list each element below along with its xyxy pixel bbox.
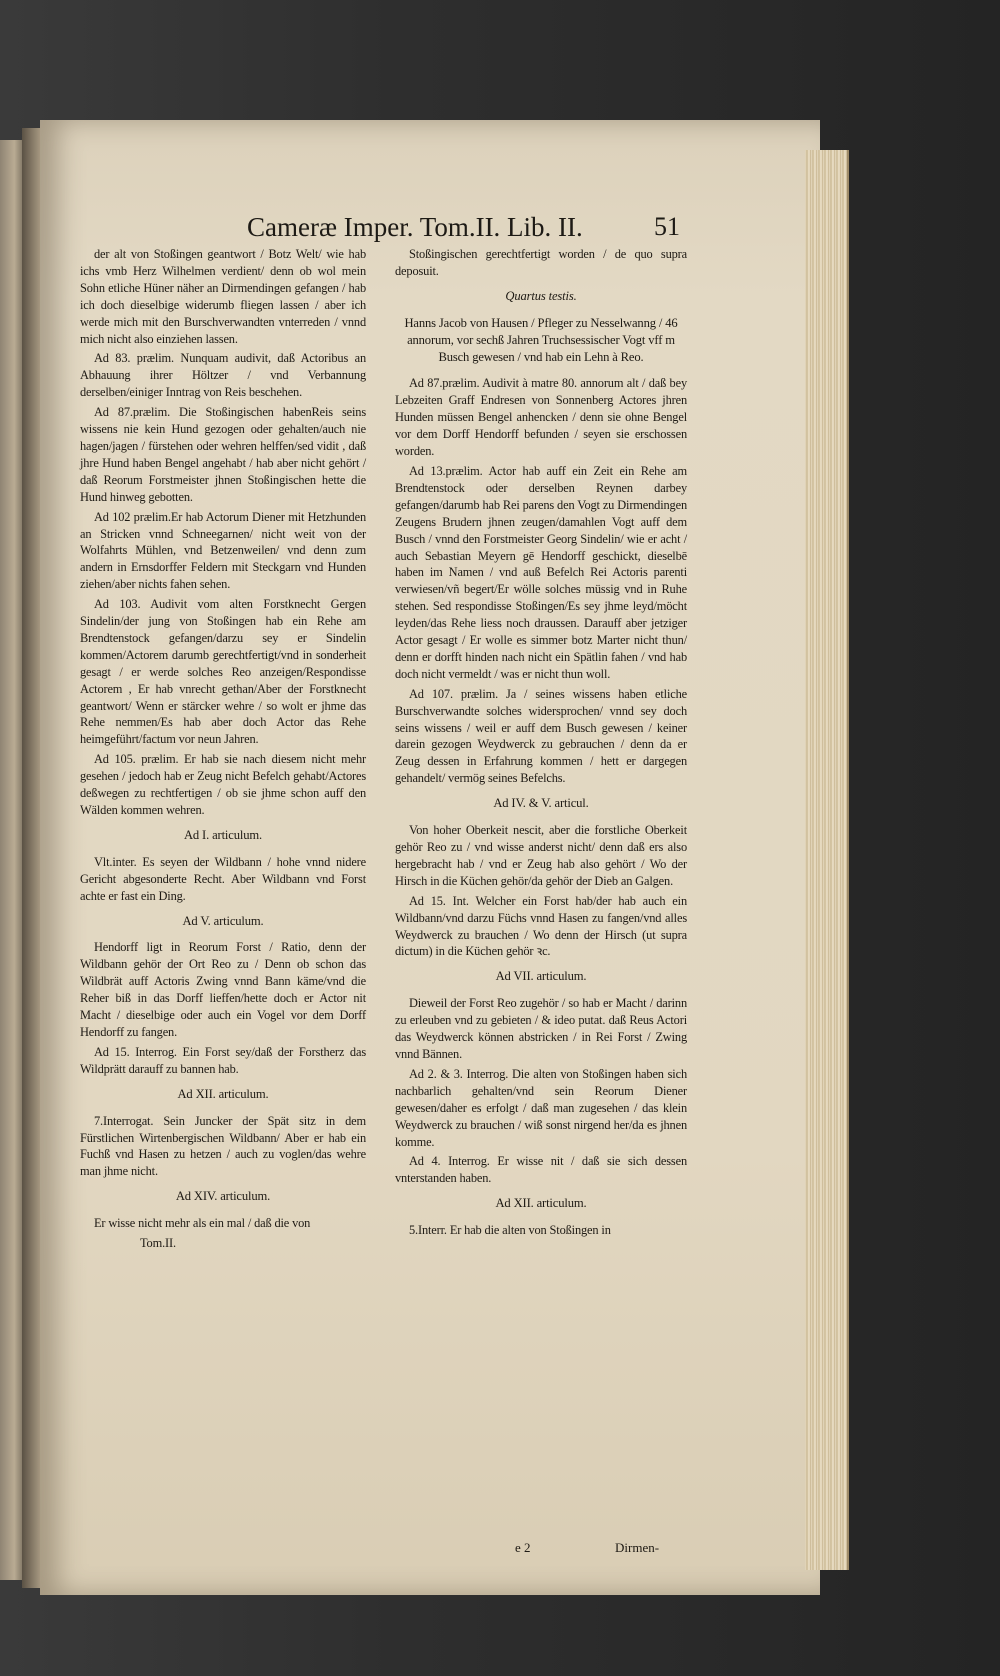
text-paragraph: Hendorff ligt in Reorum Forst / Ratio, denn der Wildbann gehör der Ort Reo zu / Denn ob schon das Wildbrät auff Actoris Zwing vnnd Bann käme/vnd die Reher biß in das Dorff lieffen/hette doch er Actor nit Macht / dieselbige oder auch ein Vogel vor dem Dorff Hendorff zu fangen. xyxy=(80,940,366,1039)
left-text-column xyxy=(80,246,366,1255)
section-heading: Ad XII. articulum. xyxy=(495,1196,587,1211)
text-paragraph: Ad 13.prælim. Actor hab auff ein Zeit ein Rehe am Brendtenstock oder derselben Reynen darbey gefangen/darumb hab Rei parens den Vogt zu Dirmendingen Zeugens Brudern jhnen zeugen/damahlen Vogt auff dem Busch / vnnd den Forstmeister Georg Sindelin/ wie er acht / auch Sebastian Meyern gē Hendorff geschickt, dieselbē haben im Namen / vnd auß Befelch Rei Actoris parenti verwiesen/vñ begert/Er wölle solches müssig vnd in Ruhe stehen. Sed respondisse Stoßingen/Es sey jhme leyd/möcht leyden/das Rehe liess noch draussen. Darauff aber jetziger Actor gesagt / Er wolle es simmer botz Marter nicht thun/ denn er dorfft hinden nach nicht ein Spätlin fahen / vnd hab doch nicht vermeldt / was er nicht thun woll. xyxy=(395,463,687,681)
text-paragraph: der alt von Stoßingen geantwort / Botz Welt/ wie hab ichs vmb Herz Wilhelmen verdient/ denn ob wol mein Sohn etliche Hüner näher an Dirmendingen gefangen / hab ich doch dieselbige widerumb fliegen lassen / aber ich werde mich mit den Burschverwandten vnterreden / vnnd mich nicht also einziehen lassen. xyxy=(80,247,366,346)
text-paragraph: Ad 105. prælim. Er hab sie nach diesem nicht mehr gesehen / jedoch hab er Zeug nicht Befelch gehabt/Actores deßwegen zu rechtfertigen / ob sie jhme schon auff den Wälden kommen wehren. xyxy=(80,752,366,817)
text-paragraph: Ad 2. & 3. Interrog. Die alten von Stoßingen haben sich nachbarlich gehalten/vnd sein Reorum Diener gewesen/daher es erfolgt / daß man zugesehen / das klein Weydwerck zu brauchen / wiß sonst nirgend her/da es jhnen komme. xyxy=(395,1066,687,1149)
text-paragraph: Vlt.inter. Es seyen der Wildbann / hohe vnnd nidere Gericht abgesonderte Recht. Aber Wildbann vnd Forst achte er fast ein Ding. xyxy=(80,854,366,903)
text-paragraph: Von hoher Oberkeit nescit, aber die forstliche Oberkeit gehör Reo zu / vnd wisse anderst nicht/ denn daß ers also hergebracht hab / vnd er Zeug hab also gehört / Wo der Hirsch in die Küchen gehör/da gehör der Dieb an Galgen. xyxy=(395,823,687,888)
text-paragraph: Ad 102 prælim.Er hab Actorum Diener mit Hetzhunden an Stricken vnnd Schneegarnen/ nicht weit von der Wolfahrts Mühlen, vnd Betzenweilen/ vnd denn zum andern in Ernsdorffer Feldern mit Steckgarn vnd Hunden ziehen/aber nichts fahen sehen. xyxy=(80,509,366,592)
section-heading: Ad I. articulum. xyxy=(183,827,263,842)
running-header: Cameræ Imper. Tom.II. Lib. II. xyxy=(247,212,583,242)
section-heading: Ad XII. articulum. xyxy=(177,1086,269,1101)
text-paragraph: Ad 87.prælim. Die Stoßingischen habenReis seins wissens nie kein Hund gezogen oder gehalten/auch nie hagen/jagen / fürstehen oder wehren helffen/sed vidit , daß jhre Hund haben Bengel angehabt / hab aber nicht gehört / daß Reorum Forstmeister jhnen Stoßingischen hette die Hund hinweg gebotten. xyxy=(80,405,366,504)
section-heading: Ad VII. articulum. xyxy=(495,969,587,984)
text-paragraph: Ad 15. Int. Welcher ein Forst hab/der hab auch ein Wildbann/vnd darzu Füchs vnnd Hasen zu fangen/vnd alles Weydwerck zu brauchen / Wo denn der Hirsch (ut supra dictum) in die Küchen gehör ꝛc. xyxy=(395,893,687,959)
section-heading: Ad XIV. articulum. xyxy=(175,1189,271,1204)
text-paragraph: Er wisse nicht mehr als ein mal / daß die von xyxy=(94,1216,311,1231)
catchword: Dirmen- xyxy=(615,1540,660,1555)
text-paragraph: Ad 107. prælim. Ja / seines wissens haben etliche Burschverwandte solches widersprochen/ vnnd sey doch seins wissens / weil er auff dem Busch gewesen / keiner darein gezogen Weydwerck zu gebrauchen / denn da er Zeug dessen in Erfahrung kommen / hett er dargegen gehandelt/ vermög seines Befelchs. xyxy=(395,686,687,786)
text-paragraph: Stoßingischen gerechtfertigt worden / de quo supra deposuit. xyxy=(395,247,687,278)
page-fore-edge xyxy=(805,150,849,1570)
page-number: 51 xyxy=(654,212,680,241)
right-text-column xyxy=(395,246,687,1242)
witness-intro: Hanns Jacob von Hausen / Pfleger zu Nesselwanng / 46 annorum, vor sechß Jahren Truchsessischer Vogt vff m Busch gewesen / vnd hab ein Lehn à Reo. xyxy=(404,315,678,364)
section-heading: Ad V. articulum. xyxy=(182,913,264,928)
text-paragraph: Ad 83. prælim. Nunquam audivit, daß Actoribus an Abhauung ihrer Höltzer / vnd Verbannung derselben/einiger Inntrag von Reis beschehen. xyxy=(80,351,366,400)
volume-signature: Tom.II. xyxy=(140,1236,176,1251)
text-paragraph: Ad 87.prælim. Audivit à matre 80. annorum alt / daß bey Lebzeiten Graff Endresen von Sonnenberg Actores jhren Hunden müssen Bengel anhencken / denn sie ohne Bengel vor dem Dorff Hendorff befunden / seyen sie erschossen worden. xyxy=(395,376,687,459)
section-heading: Ad IV. & V. articul. xyxy=(493,796,589,811)
text-paragraph: Dieweil der Forst Reo zugehör / so hab er Macht / darinn zu erleuben vnd zu gebieten / & ideo putat. daß Reus Actori das Weydwerck können abstricken / in Rei Forst / Zwing vnnd Bännen. xyxy=(395,996,687,1061)
text-paragraph: Ad 15. Interrog. Ein Forst sey/daß der Forstherz das Wildprätt darauff zu bannen hab. xyxy=(80,1044,366,1076)
text-paragraph: 7.Interrogat. Sein Juncker der Spät sitz in dem Fürstlichen Wirtenbergischen Wildbann/ Aber er hab ein Fuchß vnd Hasen zu hetzen / auch zu voglen/das wehre man jhme nicht. xyxy=(80,1113,366,1179)
text-paragraph: 5.Interr. Er hab die alten von Stoßingen in xyxy=(409,1223,611,1238)
text-paragraph: Ad 103. Audivit vom alten Forstknecht Gergen Sindelin/der jung von Stoßingen hab ein Rehe am Brendtenstock gefangen/darzu sey er Sindelin kommen/Actorem darumb gerechtfertigt/vnd in sonderheit gesagt / er werde solches Reo anzeigen/Respondisse Actorem , Er hab vnrecht gethan/Aber der Forstknecht geantwort/ Wenn er stärcker wehre / so wolt er jhme das Rehe nemmen/Es hab aber doch Actor das Rehe heimgeführt/factum vor neun Jahren. xyxy=(80,597,366,747)
signature-mark: e 2 xyxy=(515,1540,531,1555)
witness-heading: Quartus testis. xyxy=(505,288,577,303)
text-paragraph: Ad 4. Interrog. Er wisse nit / daß sie sich dessen vnterstanden haben. xyxy=(395,1154,687,1186)
